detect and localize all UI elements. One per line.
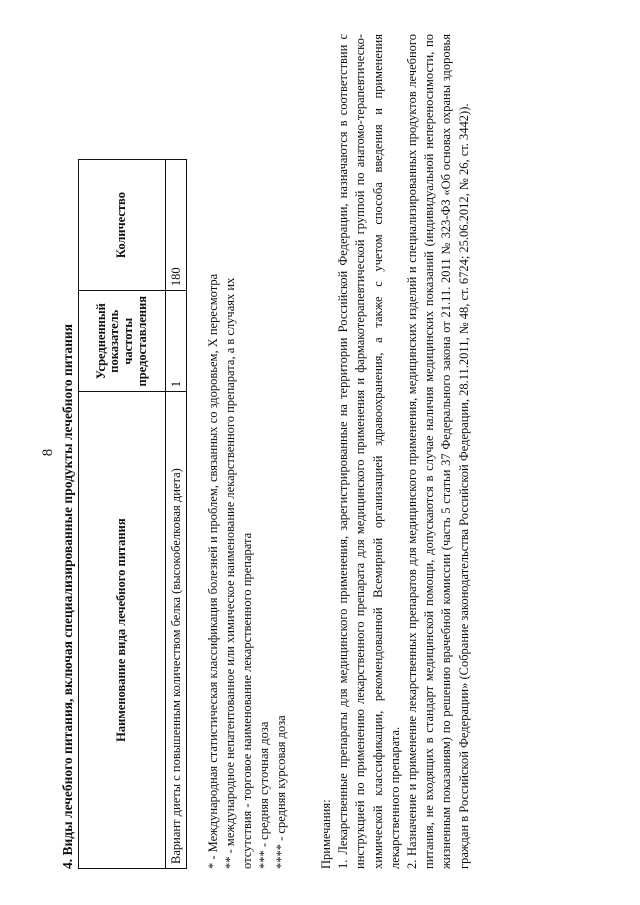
header-avg-frequency: Усредненный показатель частоты предоставления	[79, 291, 166, 392]
page-number: 8	[40, 448, 56, 457]
header-name: Наименование вида лечебного питания	[79, 392, 166, 869]
footnote-trade-name: отсутствия - торговое наименование лекарственного препарата	[240, 532, 254, 869]
table-header-row	[79, 160, 166, 869]
section-title: 4. Виды лечебного питания, включая специализированные продукты лечебного питания	[60, 324, 75, 869]
footnotes	[205, 149, 290, 869]
footnote-inn: ** - международное непатентованное или химическое наименование лекарственного препарата, а в случаях их	[223, 277, 237, 869]
notes-heading: Примечания:	[319, 799, 333, 869]
footnote-daily-dose: *** - средняя суточная доза	[257, 721, 271, 869]
header-quantity: Количество	[79, 160, 166, 291]
cell-quantity: 180	[166, 160, 187, 291]
table-row	[166, 160, 187, 869]
notes	[318, 34, 473, 869]
footnote-icd: * - Международная статистическая классификация болезней и проблем, связанных со здоровьем, X пересмотра	[206, 273, 220, 869]
note-item-2: 2. Назначение и применение лекарственных препаратов для медицинского применения, медицинских изделий и специализированных продуктов лечебного питания, не входящих в стандарт медицинской помощи, допускаются в случае наличия медицинских показаний (индивидуальной непереносимости, по жизненным показаниям) по решению врачебной комиссии (часть 5 статьи 37 Федерального закона от 21.11. 2011 № 323-ФЗ «Об основах охраны здоровья граждан в Российской Федерации» (Собрание законодательства Российской Федерации, 28.11.2011, № 48, ст. 6724; 25.06.2012, № 26, ст. 3442)).	[405, 34, 471, 869]
note-item-1: 1. Лекарственные препараты для медицинского применения, зарегистрированные на территории Российской Федерации, назначаются в соответствии с инструкцией по применению лекарственного препарата для медицинского применения и фармакотерапевтической группой по анатомо-терапевтическо-химической классификации, рекомендованной Всемирной организацией здравоохранения, а также с учетом способа введения и применения лекарственного препарата.	[336, 34, 402, 869]
cell-diet-name: Вариант диеты с повышенным количеством белка (высокобелковая диета)	[166, 392, 187, 869]
footnote-course-dose: **** - средняя курсовая доза	[274, 715, 288, 869]
diet-table	[78, 159, 187, 869]
cell-avg-frequency: 1	[166, 291, 187, 392]
